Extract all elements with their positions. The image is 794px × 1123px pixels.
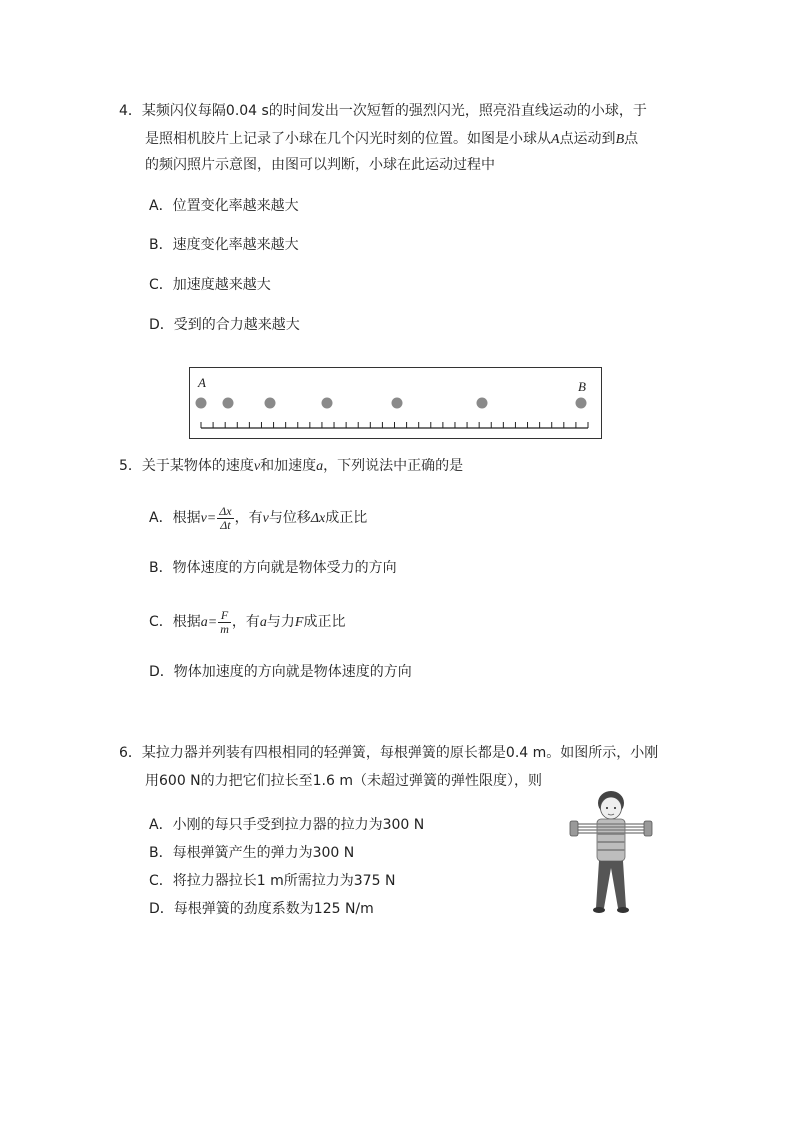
- boy-trousers: [596, 861, 626, 908]
- q4-option-c-text: 加速度越来越大: [172, 277, 271, 293]
- q5-option-c-key: C．: [149, 614, 173, 630]
- q4-stem-line2c: 点: [624, 131, 639, 147]
- q4-option-a[interactable]: [149, 196, 299, 216]
- q5-option-a[interactable]: [149, 500, 367, 537]
- q6-option-c-text: 将拉力器拉长1 m所需拉力为375 N: [172, 873, 396, 889]
- ball-group: [196, 398, 587, 409]
- q5-option-a-key: A．: [149, 510, 173, 526]
- q5-option-b-key: B．: [149, 560, 173, 576]
- q6-option-c[interactable]: [149, 871, 395, 891]
- q4-option-b-key: B．: [149, 237, 173, 253]
- fraction-numerator: Δx: [219, 503, 232, 518]
- q6-option-b-text: 每根弹簧产生的弹力为300 N: [172, 845, 355, 861]
- q5-option-b-text: 物体速度的方向就是物体受力的方向: [172, 560, 397, 576]
- q4-option-a-key: A．: [149, 198, 173, 214]
- q6-option-b[interactable]: [149, 843, 354, 863]
- q4-option-b[interactable]: [149, 235, 299, 255]
- q4-stem-line2b: 点运动到: [559, 131, 616, 147]
- ball: [322, 398, 333, 409]
- q4-line1: [119, 101, 647, 121]
- q5-option-c[interactable]: [149, 604, 345, 641]
- q6-option-a-key: A．: [149, 817, 173, 833]
- q5-option-a-lhs: v=: [200, 511, 217, 526]
- q5-option-a-dx: Δx: [310, 511, 326, 526]
- fraction-f-m: [218, 609, 231, 636]
- q5-option-a-mid2: 与位移: [268, 510, 311, 526]
- q4-var-a: A: [551, 132, 560, 147]
- boy-with-expander-illustration: [566, 786, 656, 916]
- q5-var-v: v: [253, 459, 261, 474]
- q6-option-d-text: 每根弹簧的劲度系数为125 N/m: [173, 901, 374, 917]
- q6-option-a[interactable]: [149, 815, 424, 835]
- q5-number: 5．: [119, 458, 142, 474]
- fraction-denominator: m: [220, 621, 229, 636]
- expander-handle-right: [644, 821, 652, 836]
- q5-option-c-lhs: a=: [200, 615, 218, 630]
- q4-option-a-text: 位置变化率越来越大: [172, 198, 299, 214]
- q5-option-c-post: 成正比: [303, 614, 346, 630]
- ball: [576, 398, 587, 409]
- label-point-b: B: [578, 379, 586, 394]
- q5-stem-b: 和加速度: [260, 458, 317, 474]
- q5-stem-a: 关于某物体的速度: [141, 458, 254, 474]
- q4-option-b-text: 速度变化率越来越大: [172, 237, 299, 253]
- boy-eye-right: [614, 807, 616, 809]
- q4-option-d-key: D．: [149, 317, 174, 333]
- boy-shirt: [597, 819, 625, 861]
- ball: [223, 398, 234, 409]
- q5-option-a-pre: 根据: [172, 510, 201, 526]
- expander-handle-left: [570, 821, 578, 836]
- q6-option-d-key: D．: [149, 901, 174, 917]
- boy-shoe-right: [617, 907, 629, 913]
- label-point-a: A: [198, 375, 206, 390]
- q6-option-a-text: 小刚的每只手受到拉力器的拉力为300 N: [172, 817, 425, 833]
- q4-option-d-text: 受到的合力越来越大: [173, 317, 300, 333]
- q6-line2: 用600 N的力把它们拉长至1.6 m（未超过弹簧的弹性限度），则: [145, 773, 542, 789]
- q5-option-b[interactable]: [149, 558, 397, 578]
- q5-option-d-key: D．: [149, 664, 174, 680]
- q5-option-a-v: v: [262, 511, 269, 526]
- boy-shoe-left: [593, 907, 605, 913]
- ball: [392, 398, 403, 409]
- q5-option-c-f: F: [294, 615, 304, 630]
- q5-option-d[interactable]: [149, 662, 412, 682]
- q4-option-d[interactable]: [149, 315, 300, 335]
- fraction-denominator: Δt: [220, 517, 231, 532]
- q5-option-c-pre: 根据: [172, 614, 201, 630]
- q5-var-a: a: [316, 459, 324, 474]
- fraction-numerator: F: [218, 609, 231, 623]
- strobe-photo-diagram: [189, 367, 602, 439]
- q5-option-c-a: a: [259, 615, 267, 630]
- q4-stem-line2a: 是照相机胶片上记录了小球在几个闪光时刻的位置。如图是小球从: [145, 131, 551, 147]
- q4-stem-line1: 某频闪仪每隔0.04 s的时间发出一次短暂的强烈闪光，照亮沿直线运动的小球，于: [141, 103, 647, 119]
- strobe-svg: [190, 368, 601, 438]
- q5-stem-c: ，下列说法中正确的是: [323, 458, 464, 474]
- q5-option-c-mid: ，有: [231, 614, 260, 630]
- q5-stem: [119, 456, 463, 477]
- q6-option-c-key: C．: [149, 873, 173, 889]
- ball: [477, 398, 488, 409]
- boy-face: [601, 797, 622, 819]
- q4-number: 4．: [119, 103, 142, 119]
- fraction-dx-dt: [217, 505, 233, 532]
- q4-option-c[interactable]: [149, 275, 271, 295]
- q6-option-d[interactable]: [149, 899, 374, 919]
- q6-option-b-key: B．: [149, 845, 173, 861]
- ruler-ticks: [201, 422, 588, 428]
- q4-option-c-key: C．: [149, 277, 173, 293]
- ball: [196, 398, 207, 409]
- q5-option-c-mid2: 与力: [266, 614, 295, 630]
- q5-option-a-mid: ，有: [234, 510, 263, 526]
- q4-line2: [145, 129, 638, 150]
- q6-number: 6．: [119, 745, 142, 761]
- q5-option-a-post: 成正比: [325, 510, 368, 526]
- q6-line1: [119, 743, 658, 763]
- q4-line3: 的频闪照片示意图，由图可以判断，小球在此运动过程中: [145, 157, 495, 173]
- ball: [265, 398, 276, 409]
- boy-eye-left: [606, 807, 608, 809]
- q6-stem-line1: 某拉力器并列装有四根相同的轻弹簧，每根弹簧的原长都是0.4 m。如图所示，小刚: [141, 745, 659, 761]
- q5-option-d-text: 物体加速度的方向就是物体速度的方向: [173, 664, 412, 680]
- q4-var-b: B: [615, 132, 625, 147]
